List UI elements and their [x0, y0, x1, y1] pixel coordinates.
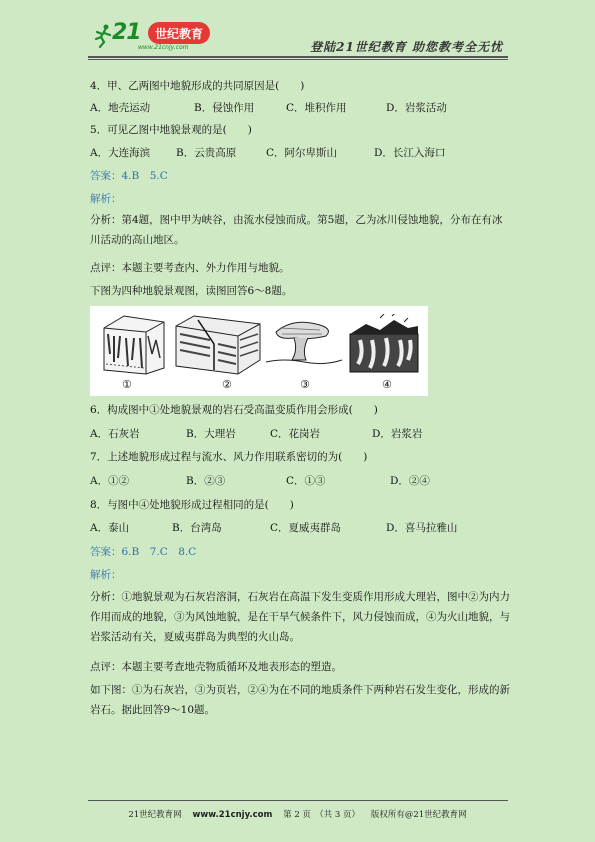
header-rule-thin [88, 59, 508, 60]
q8-stem: 8．与图中④处地貌形成过程相同的是( ) [90, 499, 294, 511]
wind-erosion-mushroom-rock-illustration [264, 314, 344, 376]
limestone-cave-illustration [96, 314, 168, 376]
analysis-heading-1: 解析： [90, 193, 122, 205]
logo-badge [148, 22, 210, 44]
fault-block-illustration [174, 314, 262, 376]
comment-text-1: 点评：本题主要考查内、外力作用与地貌。 [90, 262, 290, 274]
q7-option-c: C．①③ [286, 475, 326, 487]
runner-logo-icon [94, 24, 114, 48]
site-logo[interactable] [94, 20, 220, 54]
q7-option-b: B．②③ [186, 475, 226, 487]
figure-label-3: ③ [300, 378, 310, 391]
landform-figure [90, 306, 428, 396]
q7-option-d: D．②④ [390, 475, 430, 487]
q8-option-b: B．台湾岛 [172, 522, 222, 534]
q8-option-c: C．夏威夷群岛 [270, 522, 342, 534]
logo-text: 世纪教育 [154, 27, 203, 41]
figure-intro: 下图为四种地貌景观图，读图回答6～8题。 [90, 285, 293, 297]
figure-label-2: ② [222, 378, 232, 391]
q6-option-a: A．石灰岩 [90, 428, 140, 440]
q8-option-d: D．喜马拉雅山 [386, 522, 458, 534]
answer-block-1: 答案：4.B 5.C [90, 170, 168, 182]
q5-option-c: C．阿尔卑斯山 [266, 147, 338, 159]
q5-stem: 5．可见乙图中地貌景观的是( ) [90, 124, 252, 136]
comment-text-2: 点评：本题主要考查地壳物质循环及地表形态的塑造。 [90, 661, 342, 673]
analysis-heading-2: 解析： [90, 569, 122, 581]
q7-stem: 7．上述地貌形成过程与流水、风力作用联系密切的为( ) [90, 451, 368, 463]
page-footer [0, 808, 595, 820]
q5-option-b: B．云贵高原 [176, 147, 237, 159]
header-rule [88, 56, 508, 58]
q4-option-a: A．地壳运动 [90, 102, 151, 114]
footer-page-number: 第 2 页 （共 3 页） [283, 810, 360, 820]
footer-url[interactable]: www.21cnjy.com [192, 810, 273, 820]
q6-option-c: C．花岗岩 [270, 428, 321, 440]
answer-block-2: 答案：6.B 7.C 8.C [90, 546, 197, 558]
analysis-text-1: 分析：第4题，图中甲为峡谷，由流水侵蚀而成。第5题，乙为冰川侵蚀地貌，分布在有冰川活动的高山地区。 [90, 214, 503, 246]
q4-stem: 4．甲、乙两图中地貌形成的共同原因是( ) [90, 80, 305, 92]
q7-option-a: A．①② [90, 475, 130, 487]
volcanic-landform-illustration [346, 314, 422, 376]
footer-site: 21世纪教育网 [128, 810, 182, 820]
page-header [0, 0, 595, 62]
q4-option-b: B．侵蚀作用 [194, 102, 255, 114]
q4-option-c: C．堆积作用 [286, 102, 347, 114]
footer-rule [88, 800, 508, 801]
figure-intro-2: 如下图：①为石灰岩，③为页岩，②④为在不同的地质条件下两种岩石发生变化，形成的新岩石。据此回答9～10题。 [90, 684, 510, 716]
logo-url: www.21cnjy.com [138, 44, 189, 51]
header-slogan: 登陆21世纪教育 助您教考全无忧 [310, 40, 503, 54]
q6-option-d: D．岩浆岩 [372, 428, 423, 440]
logo-number: 21 [112, 20, 141, 45]
q5-option-a: A．大连海滨 [90, 147, 151, 159]
figure-label-4: ④ [382, 378, 392, 391]
q6-stem: 6．构成图中①处地貌景观的岩石受高温变质作用会形成( ) [90, 404, 378, 416]
analysis-text-2: 分析：①地貌景观为石灰岩溶洞，石灰岩在高温下发生变质作用形成大理岩，图中②为内力作用而成的地貌，③为风蚀地貌，是在干旱气候条件下，风力侵蚀而成，④为火山地貌，与岩浆活动有关，夏威夷群岛为典型的火山岛。 [90, 591, 510, 643]
q6-option-b: B．大理岩 [186, 428, 236, 440]
q5-option-d: D．长江入海口 [374, 147, 446, 159]
footer-copyright: 版权所有@21世纪教育网 [370, 810, 467, 820]
figure-label-1: ① [122, 378, 132, 391]
q8-option-a: A．泰山 [90, 522, 130, 534]
q4-option-d: D．岩浆活动 [386, 102, 447, 114]
